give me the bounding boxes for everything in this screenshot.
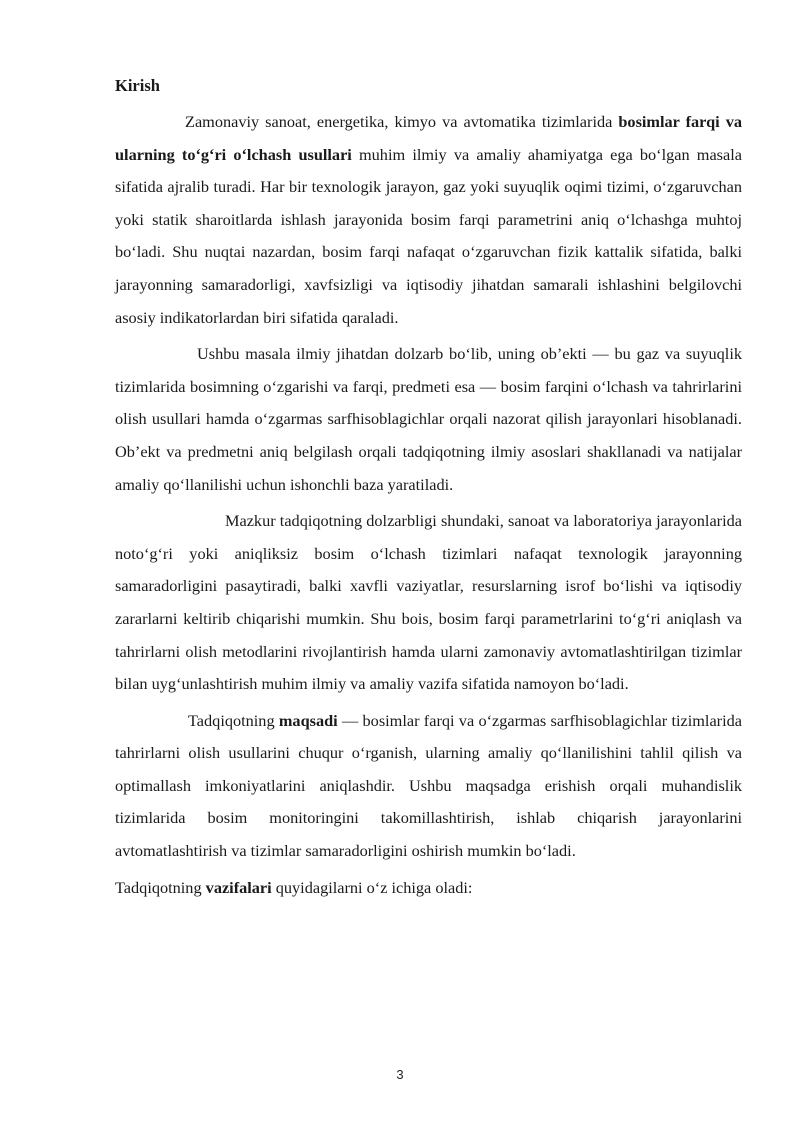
- text-run: Tadqiqotning: [188, 710, 279, 730]
- text-run: Ushbu masala ilmiy jihatdan dolzarb bo‘lib, uning ob’ekti — bu gaz va suyuqlik tizimlarida bosimning o‘zgarishi va farqi, predmeti esa — bosim farqini o‘lchash va tahrirlarini olish usullari hamda o‘zgarmas sarfhisoblagichlar orqali nazorat qilish jarayonlari hisoblanadi. Ob’ekt va predmetni aniq belgilash orqali tadqiqotning ilmiy asoslari shakllanadi va natijalar amaliy qo‘llanilishi uchun ishonchli baza yaratiladi.: [115, 344, 742, 494]
- bold-text-run: maqsadi: [278, 710, 338, 730]
- paragraph-object-subject: [115, 338, 742, 501]
- text-run: Zamonaviy sanoat, energetika, kimyo va avtomatika tizimlarida: [185, 112, 619, 131]
- text-run: — bosimlar farqi va o‘zgarmas sarfhisoblagichlar tizimlarida tahrirlarni olish usullarini chuqur o‘rganish, ularning amaliy qo‘llanilishini tahlil qilish va optimallash imkoniyatlarini aniqlashdir. Ushbu maqsadga erishish orqali muhandislik tizimlarida bosim monitoringini takomillashtirish, ishlab chiqarish jarayonlarini avtomatlashtirish va tizimlar samaradorligini oshirish mumkin bo‘ladi.: [115, 710, 742, 861]
- paragraph-goal: [115, 705, 742, 868]
- text-run: Tadqiqotning: [115, 877, 206, 897]
- document-page: [115, 74, 742, 908]
- paragraph-tasks-intro: [115, 872, 742, 905]
- paragraph-introduction: [115, 106, 742, 334]
- text-run: muhim ilmiy va amaliy ahamiyatga ega bo‘lgan masala sifatida ajralib turadi. Har bir texnologik jarayon, gaz yoki suyuqlik oqimi tizimi, o‘zgaruvchan yoki statik sharoitlarda ishlash jarayonida bosim farqi parametrini aniq o‘lchashga muhtoj bo‘ladi. Shu nuqtai nazardan, bosim farqi nafaqat o‘zgaruvchan fizik kattalik sifatida, balki jarayonning samaradorligi, xavfsizligi va iqtisodiy jihatdan samarali ishlashini belgilovchi asosiy indikatorlardan biri sifatida qaraladi.: [115, 144, 742, 327]
- text-run: Mazkur tadqiqotning dolzarbligi shundaki, sanoat va laboratoriya jarayonlarida noto‘g‘ri yoki aniqliksiz bosim o‘lchash tizimlari nafaqat texnologik jarayonning samaradorligini pasaytiradi, balki xavfli vaziyatlar, resurslarning isrof bo‘lishi va iqtisodiy zararlarni keltirib chiqarishi mumkin. Shu bois, bosim farqi parametrlarini to‘g‘ri aniqlash va tahrirlarni olish metodlarini rivojlantirish hamda ularni zamonaviy avtomatlashtirilgan tizimlar bilan uyg‘unlashtirish muhim ilmiy va amaliy vazifa sifatida namoyon bo‘ladi.: [115, 511, 742, 694]
- page-number: 3: [396, 1067, 404, 1082]
- bold-text-run: vazifalari: [205, 877, 272, 897]
- paragraph-relevance: [115, 505, 742, 701]
- bold-text-run: bosimlar farqi va ularning to‘g‘ri o‘lchash usullari: [115, 112, 742, 164]
- text-run: quyidagilarni o‘z ichiga oladi:: [271, 877, 473, 897]
- section-heading: Kirish: [115, 76, 160, 95]
